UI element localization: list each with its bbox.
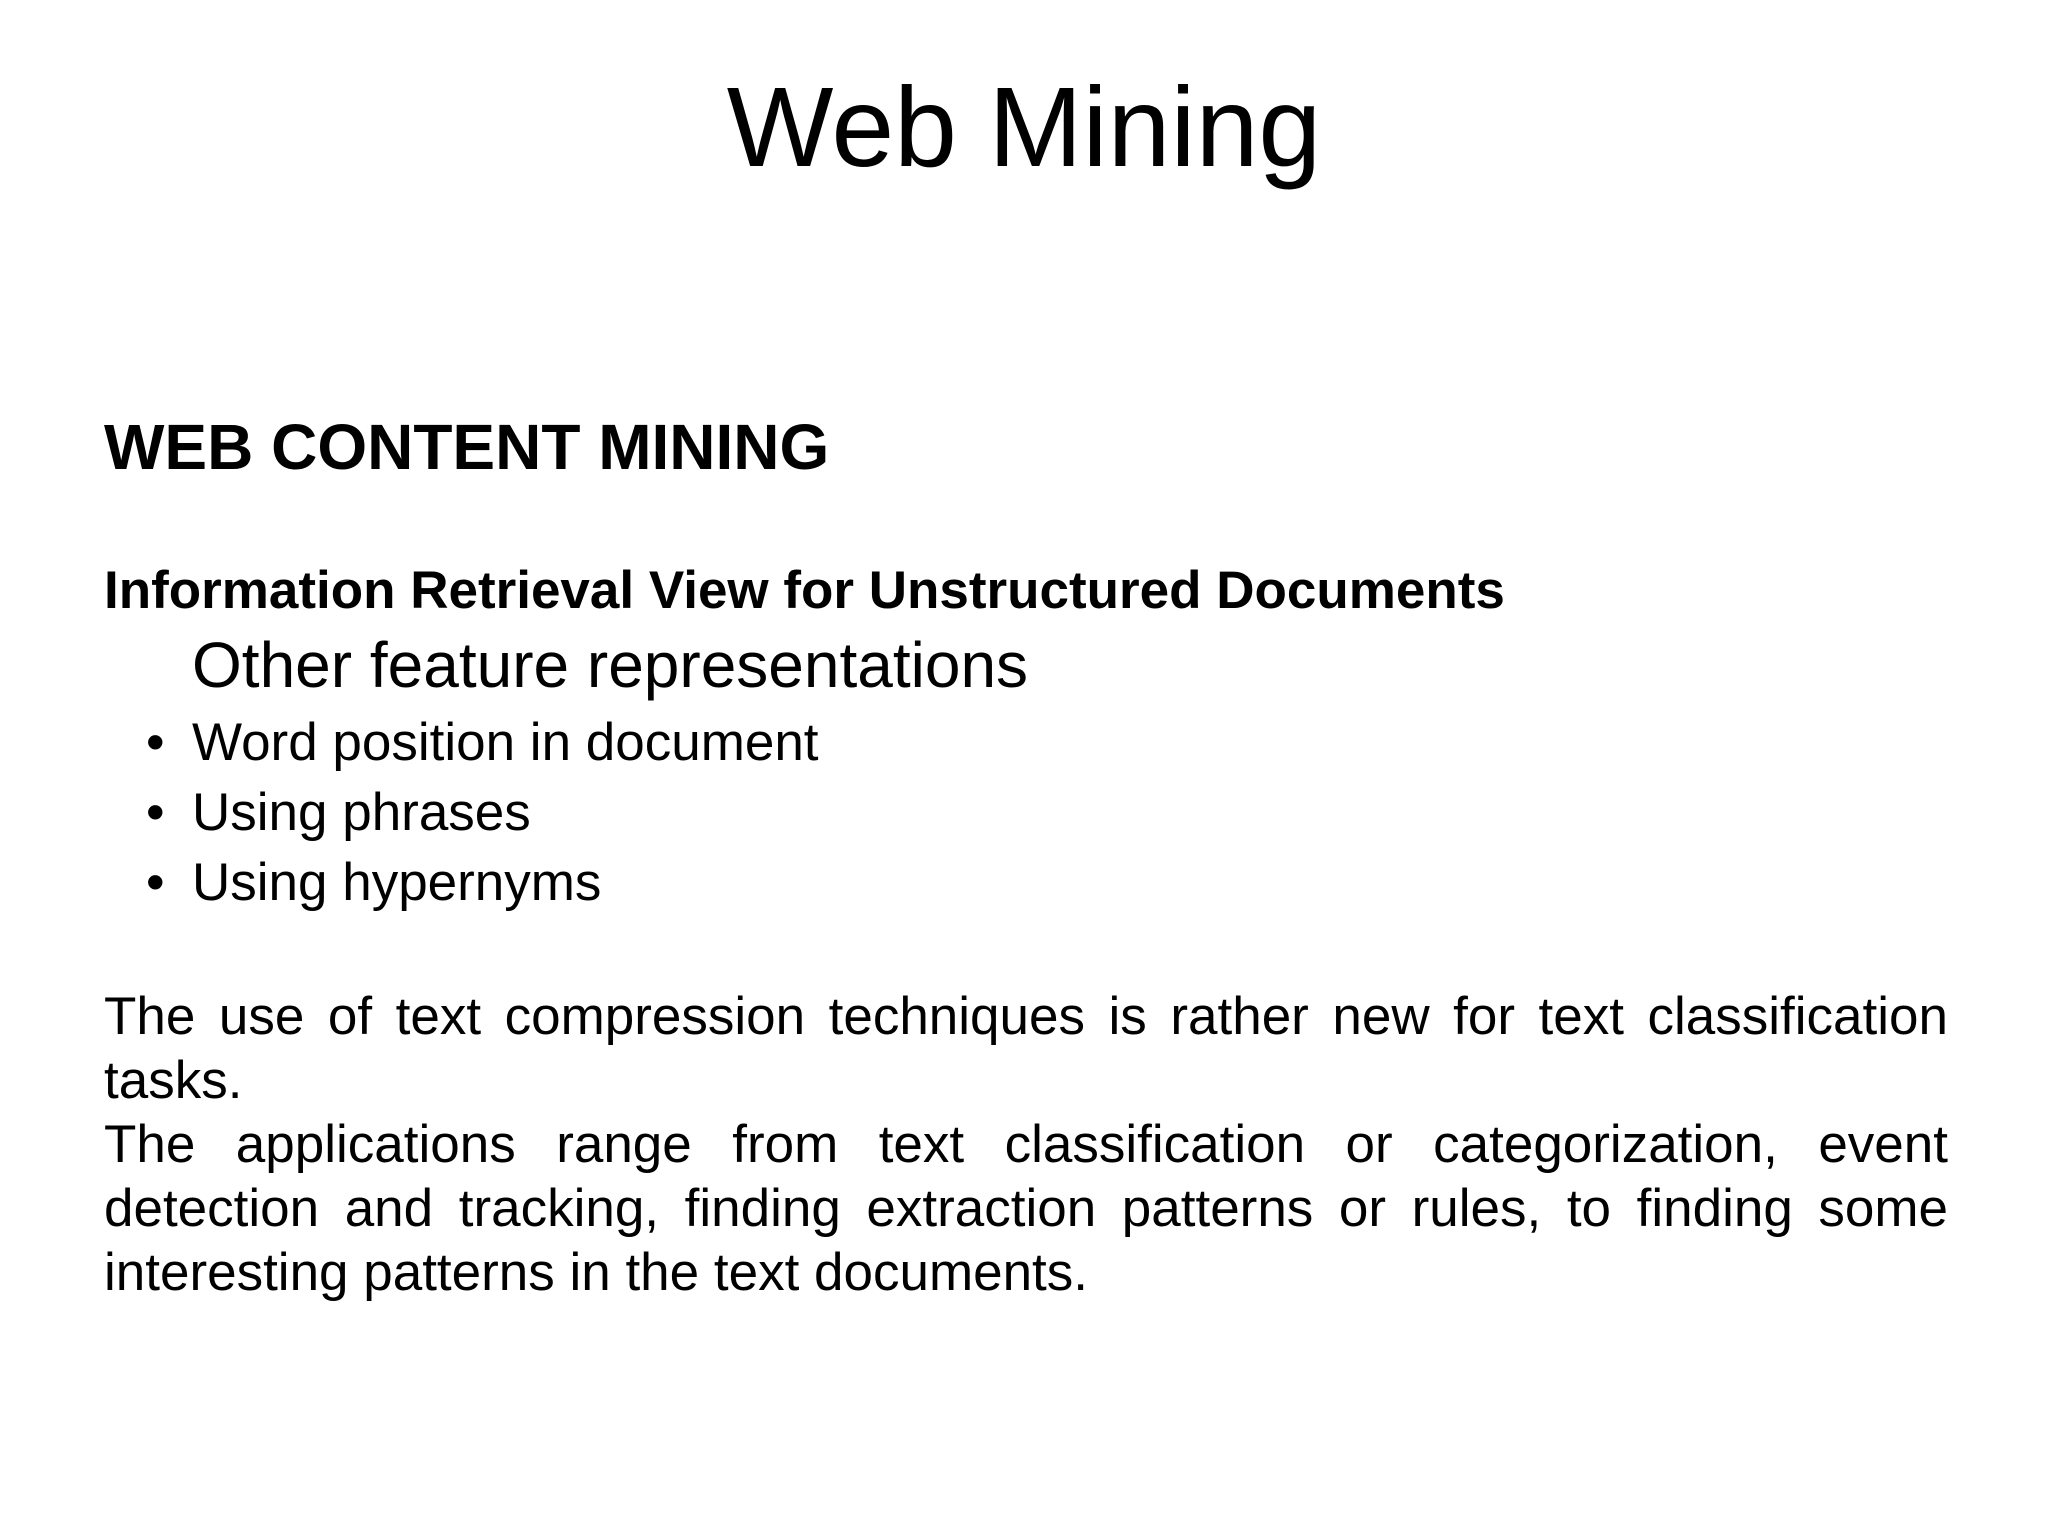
paragraph: The applications range from text classification or categorization, event detection and tracking, finding extraction patterns or rules, to finding some interesting patterns in the text documents. [104, 1115, 1948, 1302]
list-item [0, 848, 819, 918]
paragraph: The use of text compression techniques is rather new for text classification tasks. [104, 987, 1948, 1110]
sub-heading: Information Retrieval View for Unstructured Documents [104, 561, 1505, 620]
list-item [0, 778, 819, 848]
bullet-icon: • [146, 713, 165, 772]
section-heading: WEB CONTENT MINING [104, 411, 830, 483]
bullet-text: Using phrases [192, 783, 531, 842]
bullet-text: Word position in document [192, 713, 819, 772]
bullet-icon: • [146, 783, 165, 842]
slide-title: Web Mining [726, 64, 1322, 190]
list-item [0, 708, 819, 778]
bullet-text: Using hypernyms [192, 853, 602, 912]
bullet-icon: • [146, 853, 165, 912]
body-text [104, 985, 1948, 1305]
bullet-list [0, 708, 819, 918]
feature-heading: Other feature representations [192, 629, 1029, 701]
